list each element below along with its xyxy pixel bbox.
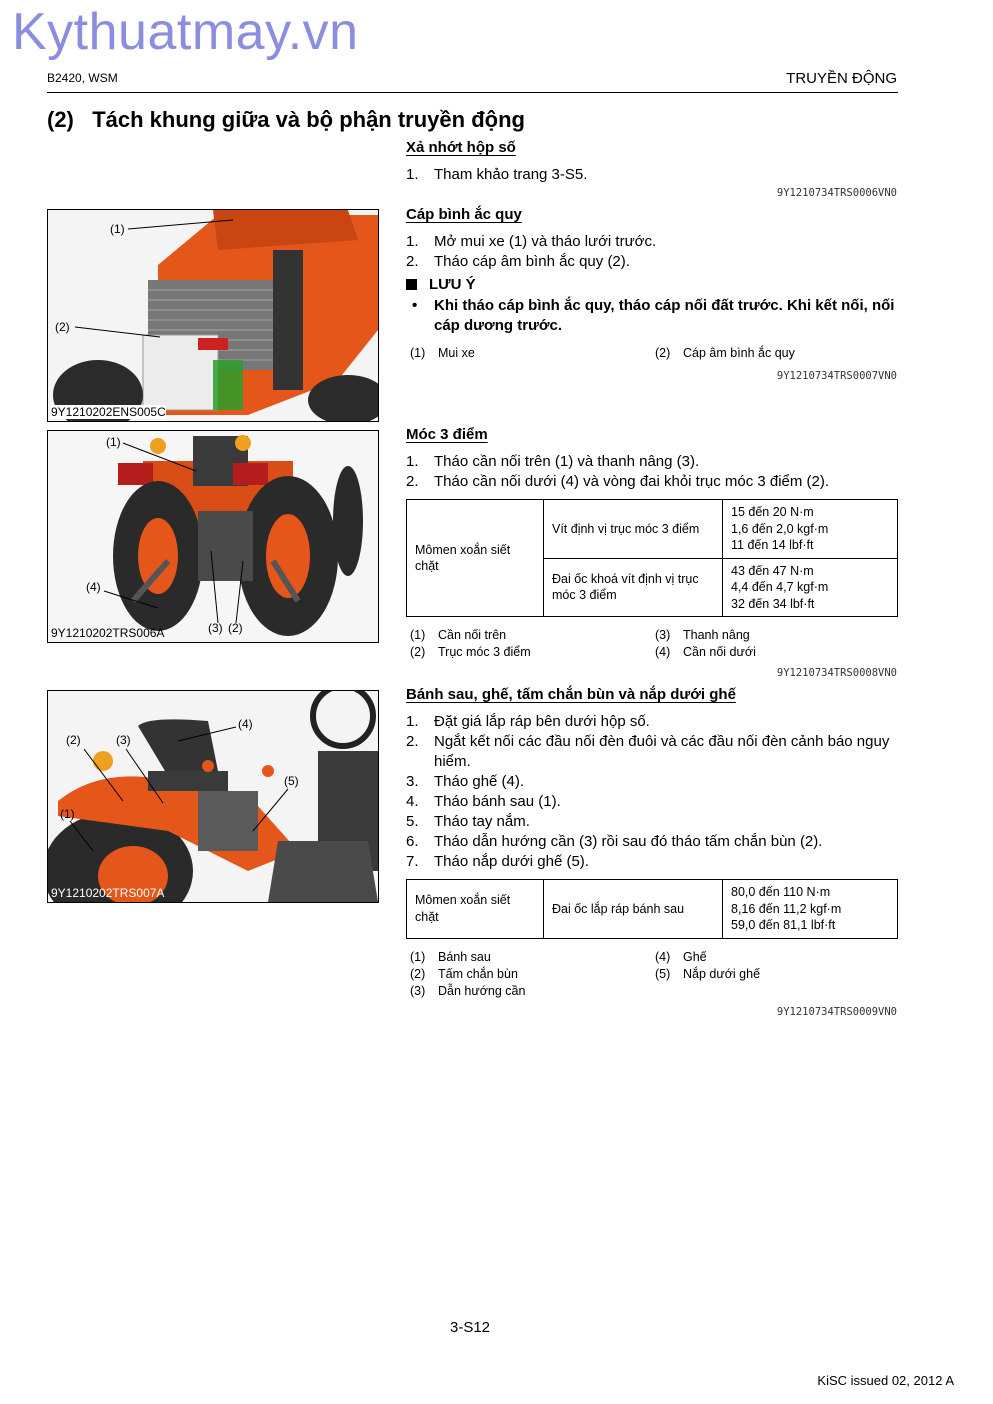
legend-number: (3) bbox=[410, 984, 426, 998]
figure-battery-hood bbox=[47, 209, 379, 422]
note-square-icon bbox=[406, 279, 417, 290]
callout-label: (1) bbox=[106, 435, 121, 449]
legend-number: (1) bbox=[410, 950, 426, 964]
callout-label: (2) bbox=[55, 320, 70, 334]
note-text: Khi tháo cáp bình ắc quy, tháo cáp nối đất trước. Khi kết nối, nối cáp dương trước. bbox=[434, 297, 895, 334]
step-text: Tháo nắp dưới ghế (5). bbox=[434, 853, 589, 870]
header-rule bbox=[47, 92, 898, 93]
header-chapter: TRUYỀN ĐỘNG bbox=[786, 70, 897, 87]
step-text: Đặt giá lắp ráp bên dưới hộp số. bbox=[434, 713, 650, 730]
callout-label: (2) bbox=[228, 621, 243, 635]
tractor-front-illustration bbox=[48, 210, 378, 421]
legend-number: (2) bbox=[655, 346, 671, 360]
legend-number: (1) bbox=[410, 346, 426, 360]
torque-values bbox=[723, 558, 898, 617]
legend-list-right bbox=[655, 949, 760, 983]
legend-number: (3) bbox=[655, 628, 671, 642]
step-number: 2. bbox=[406, 253, 419, 270]
step-text: Tháo dẫn hướng cần (3) rồi sau đó tháo tấm chắn bùn (2). bbox=[434, 833, 823, 850]
figure-caption: 9Y1210202TRS006A bbox=[51, 626, 165, 640]
step-item bbox=[406, 452, 699, 472]
step-number: 2. bbox=[406, 473, 419, 490]
torque-value: 4,4 đến 4,7 kgf·m bbox=[731, 580, 829, 594]
torque-value: 15 đến 20 N·m bbox=[731, 505, 814, 519]
callout-label: (4) bbox=[238, 717, 253, 731]
legend-list-left bbox=[410, 627, 531, 661]
step-number: 1. bbox=[406, 233, 419, 250]
step-number: 1. bbox=[406, 166, 419, 183]
section-title-wheel: Bánh sau, ghế, tấm chắn bùn và nắp dưới ghế bbox=[406, 686, 736, 703]
torque-label: Mômen xoắn siết chặt bbox=[407, 880, 544, 939]
step-number: 1. bbox=[406, 453, 419, 470]
torque-value: 32 đến 34 lbf·ft bbox=[731, 596, 815, 611]
note-bullet: • bbox=[412, 297, 418, 314]
callout-label: (1) bbox=[110, 222, 125, 236]
step-item bbox=[406, 472, 829, 492]
legend-number: (2) bbox=[410, 967, 426, 981]
step-text: Tháo tay nắm. bbox=[434, 813, 530, 830]
torque-table-wheel bbox=[406, 879, 898, 939]
step-item bbox=[406, 852, 589, 872]
step-text: Tham khảo trang 3-S5. bbox=[434, 166, 588, 183]
legend-text: Tấm chắn bùn bbox=[438, 967, 518, 981]
step-number: 1. bbox=[406, 713, 419, 730]
note-title: LƯU Ý bbox=[429, 276, 476, 293]
legend-text: Dẫn hướng cần bbox=[438, 984, 526, 998]
legend-number: (4) bbox=[655, 645, 671, 659]
step-number: 5. bbox=[406, 813, 419, 830]
torque-value: 80,0 đến 110 N·m bbox=[731, 885, 831, 899]
legend-list-left bbox=[410, 949, 525, 1000]
step-item bbox=[406, 732, 898, 772]
legend-text: Cần nối dưới bbox=[683, 645, 756, 659]
step-item bbox=[406, 772, 524, 792]
section-title-battery: Cáp bình ắc quy bbox=[406, 206, 522, 223]
legend-item bbox=[410, 644, 531, 661]
callout-label: (3) bbox=[116, 733, 131, 747]
step-item bbox=[406, 792, 561, 812]
step-number: 6. bbox=[406, 833, 419, 850]
callout-label: (3) bbox=[208, 621, 223, 635]
step-item bbox=[406, 832, 822, 852]
legend-list-right bbox=[655, 627, 756, 661]
note-heading bbox=[406, 276, 476, 293]
section-title-hitch: Móc 3 điểm bbox=[406, 426, 488, 443]
callout-label: (4) bbox=[86, 580, 101, 594]
issue-note: KiSC issued 02, 2012 A bbox=[817, 1373, 954, 1388]
step-item bbox=[406, 812, 530, 832]
step-number: 7. bbox=[406, 853, 419, 870]
torque-value: 11 đến 14 lbf·ft bbox=[731, 538, 814, 552]
header-model: B2420, WSM bbox=[47, 71, 118, 85]
legend-item bbox=[410, 966, 525, 983]
torque-label: Mômen xoắn siết chặt bbox=[407, 500, 544, 617]
figure-caption: 9Y1210202ENS005C bbox=[51, 405, 166, 419]
legend-item bbox=[655, 345, 795, 362]
reference-code: 9Y1210734TRS0006VN0 bbox=[776, 187, 897, 199]
page-number: 3-S12 bbox=[450, 1319, 491, 1336]
callout-label: (1) bbox=[60, 807, 75, 821]
legend-number: (2) bbox=[410, 645, 426, 659]
figure-three-point-hitch bbox=[47, 430, 379, 643]
torque-table-hitch bbox=[406, 499, 898, 617]
torque-values bbox=[723, 500, 898, 559]
torque-value: 1,6 đến 2,0 kgf·m bbox=[731, 521, 829, 536]
step-text: Tháo ghế (4). bbox=[434, 773, 525, 790]
legend-item bbox=[410, 345, 475, 362]
step-text: Tháo cần nối dưới (4) và vòng đai khỏi trục móc 3 điểm (2). bbox=[434, 473, 830, 490]
legend-text: Thanh nâng bbox=[683, 628, 750, 642]
legend-item bbox=[410, 949, 525, 966]
callout-label: (5) bbox=[284, 774, 299, 788]
legend-text: Cần nối trên bbox=[438, 628, 507, 642]
torque-item: Vít định vị trục móc 3 điểm bbox=[544, 500, 723, 559]
step-text: Tháo cáp âm bình ắc quy (2). bbox=[434, 253, 630, 270]
legend-item bbox=[655, 966, 760, 983]
section-title-drain: Xả nhớt hộp số bbox=[406, 139, 516, 156]
legend-text: Cáp âm bình ắc quy bbox=[683, 346, 795, 360]
torque-values bbox=[723, 880, 898, 939]
reference-code: 9Y1210734TRS0009VN0 bbox=[776, 1006, 897, 1018]
step-text: Tháo bánh sau (1). bbox=[434, 793, 561, 810]
watermark: Kythuatmay.vn bbox=[12, 3, 359, 61]
step-number: 2. bbox=[406, 733, 419, 750]
step-item bbox=[406, 232, 656, 252]
torque-value: 59,0 đến 81,1 lbf·ft bbox=[731, 918, 836, 932]
legend-text: Mui xe bbox=[438, 346, 475, 360]
step-number: 4. bbox=[406, 793, 419, 810]
torque-item: Đai ốc lắp ráp bánh sau bbox=[544, 880, 723, 939]
legend-number: (1) bbox=[410, 628, 426, 642]
legend-item bbox=[655, 644, 756, 661]
step-item bbox=[406, 252, 630, 272]
legend-item bbox=[410, 983, 525, 1000]
legend-text: Nắp dưới ghế bbox=[683, 967, 761, 981]
figure-seat-fender bbox=[47, 690, 379, 903]
legend-text: Ghế bbox=[683, 950, 707, 964]
figure-caption: 9Y1210202TRS007A bbox=[51, 886, 165, 900]
torque-value: 8,16 đến 11,2 kgf·m bbox=[731, 901, 842, 916]
legend-item bbox=[655, 949, 760, 966]
tractor-seat-illustration bbox=[48, 691, 378, 902]
legend-number: (5) bbox=[655, 967, 671, 981]
step-item bbox=[406, 165, 587, 185]
step-text: Tháo cần nối trên (1) và thanh nâng (3). bbox=[434, 453, 700, 470]
tractor-rear-illustration bbox=[48, 431, 378, 642]
torque-item: Đai ốc khoá vít định vị trục móc 3 điểm bbox=[544, 558, 723, 617]
step-number: 3. bbox=[406, 773, 419, 790]
page-title: (2) Tách khung giữa và bộ phận truyền động bbox=[47, 107, 525, 132]
step-item bbox=[406, 712, 650, 732]
reference-code: 9Y1210734TRS0008VN0 bbox=[776, 667, 897, 679]
callout-label: (2) bbox=[66, 733, 81, 747]
reference-code: 9Y1210734TRS0007VN0 bbox=[776, 370, 897, 382]
legend-text: Trục móc 3 điểm bbox=[438, 645, 531, 659]
step-text: Mở mui xe (1) và tháo lưới trước. bbox=[434, 233, 657, 250]
legend-item bbox=[655, 627, 756, 644]
torque-value: 43 đến 47 N·m bbox=[731, 563, 814, 578]
legend-item bbox=[410, 627, 531, 644]
step-text: Ngắt kết nối các đầu nối đèn đuôi và các đầu nối đèn cảnh báo nguy hiểm. bbox=[434, 733, 890, 770]
legend-number: (4) bbox=[655, 950, 671, 964]
legend-text: Bánh sau bbox=[438, 950, 491, 964]
